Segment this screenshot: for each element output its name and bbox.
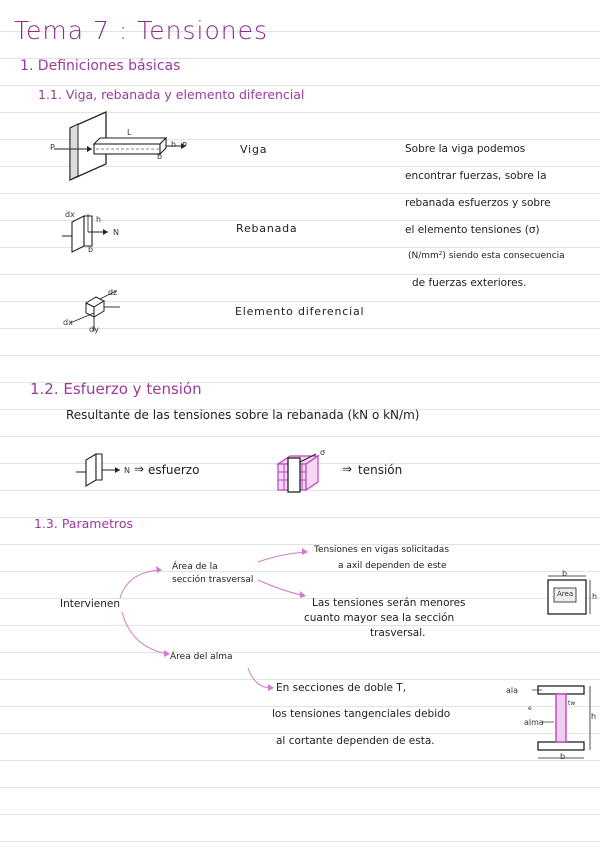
bullet3-line-2: los tensiones tangenciales debido bbox=[272, 708, 451, 720]
bullet2-line-3: trasversal. bbox=[370, 627, 426, 639]
area-seccion-line-1: Área de la bbox=[172, 562, 218, 572]
doublet-label-e: e bbox=[528, 705, 532, 712]
bullet2-line-1: Las tensiones serán menores bbox=[312, 597, 466, 609]
doublet-label-h: h bbox=[591, 712, 597, 721]
arrow-to-tension-icon: ⇒ bbox=[342, 462, 353, 476]
beam-label-b: b bbox=[157, 152, 163, 161]
label-esfuerzo: esfuerzo bbox=[148, 463, 200, 477]
note-line-1: Sobre la viga podemos bbox=[405, 143, 526, 155]
doublet-label-b: b bbox=[560, 752, 566, 761]
rebanada-label-n: N bbox=[113, 228, 119, 237]
bullet1-line-2: a axil dependen de este bbox=[338, 561, 447, 571]
note-line-2: encontrar fuerzas, sobre la bbox=[405, 170, 547, 182]
note-line-6: de fuerzas exteriores. bbox=[412, 277, 527, 289]
label-intervienen: Intervienen bbox=[60, 598, 121, 610]
label-rebanada: Rebanada bbox=[236, 222, 298, 235]
beam-label-l: L bbox=[127, 128, 132, 137]
label-area-alma: Área del alma bbox=[170, 652, 233, 662]
rect-label-area: Área bbox=[557, 590, 574, 598]
bullet3-line-1: En secciones de doble T, bbox=[276, 682, 407, 694]
area-seccion-line-2: sección trasversal bbox=[172, 575, 254, 585]
esfuerzo-label-n: N bbox=[124, 466, 130, 475]
page-title: Tema 7 : Tensiones bbox=[14, 16, 269, 45]
bullet2-line-2: cuanto mayor sea la sección bbox=[304, 612, 455, 624]
label-elemento-diferencial: Elemento diferencial bbox=[235, 305, 365, 318]
bullet3-line-3: al cortante dependen de esta. bbox=[276, 735, 435, 747]
label-viga: Viga bbox=[240, 143, 268, 156]
label-tension: tensión bbox=[358, 463, 403, 477]
subsection-parametros: 1.3. Parametros bbox=[34, 516, 134, 531]
elemento-label-dz: dz bbox=[108, 288, 118, 297]
tension-label-sigma: σ bbox=[320, 448, 326, 457]
note-line-3: rebanada esfuerzos y sobre bbox=[405, 197, 551, 209]
rect-label-b: b bbox=[562, 569, 568, 578]
rebanada-label-h: h bbox=[96, 215, 102, 224]
beam-label-p-left: P bbox=[50, 143, 55, 152]
beam-label-p-right: P bbox=[182, 141, 187, 150]
doublet-label-tw: tw bbox=[568, 700, 576, 707]
subsection-viga-rebanada: 1.1. Viga, rebanada y elemento diferencial bbox=[38, 87, 305, 102]
elemento-label-dy: dy bbox=[89, 325, 99, 334]
bullet1-line-1: Tensiones en vigas solicitadas bbox=[314, 545, 450, 555]
elemento-label-dx: dx bbox=[63, 318, 73, 327]
subsection-esfuerzo-tension: 1.2. Esfuerzo y tensión bbox=[30, 380, 202, 398]
rectangular-section-diagram bbox=[544, 574, 594, 622]
esfuerzo-definition: Resultante de las tensiones sobre la rebanada (kN o kN/m) bbox=[66, 408, 420, 422]
section-heading-definiciones: 1. Definiciones básicas bbox=[20, 58, 181, 74]
note-line-4: el elemento tensiones (σ) bbox=[405, 224, 540, 236]
rebanada-label-b: b bbox=[88, 245, 94, 254]
doublet-label-ala: ala bbox=[506, 686, 519, 695]
rebanada-label-dx: dx bbox=[65, 210, 75, 219]
beam-label-h: h bbox=[171, 140, 177, 149]
rect-label-h: h bbox=[592, 592, 598, 601]
note-line-5: (N/mm²) siendo esta consecuencia bbox=[408, 251, 565, 261]
arrow-to-esfuerzo-icon: ⇒ bbox=[134, 462, 145, 476]
doublet-label-alma: alma bbox=[524, 718, 544, 727]
